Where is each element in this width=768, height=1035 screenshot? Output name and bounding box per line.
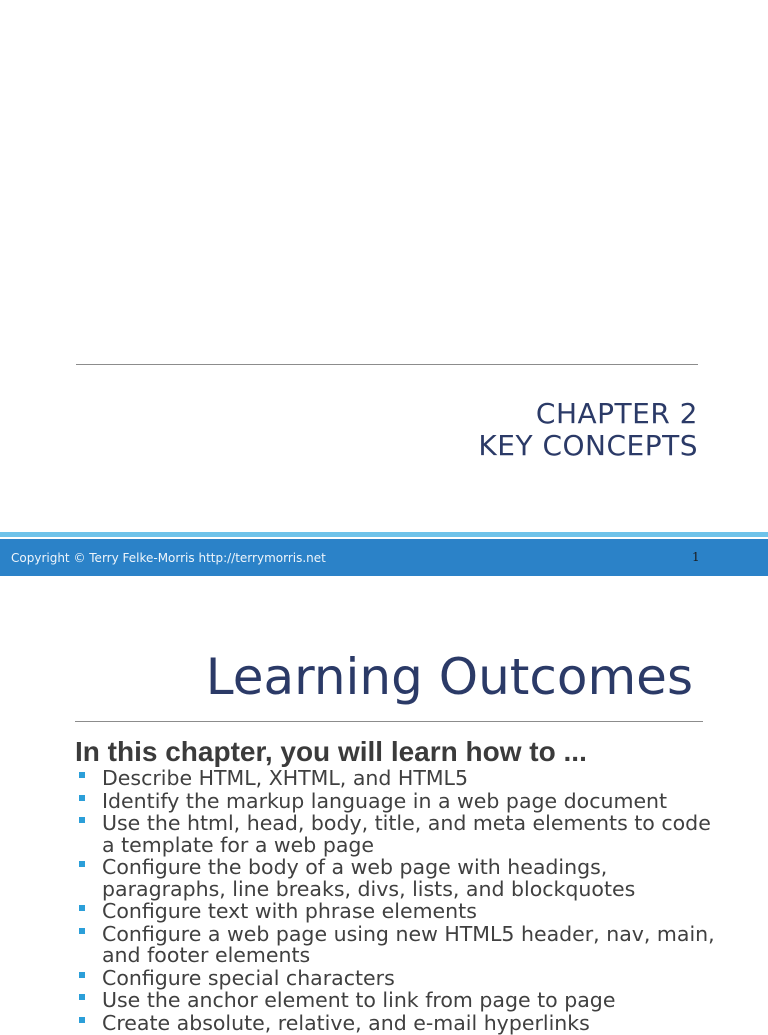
- slide-title-divider: [75, 721, 703, 722]
- outcome-item: [78, 901, 728, 923]
- chapter-title: CHAPTER 2: [535, 397, 698, 430]
- outcome-item: [78, 788, 728, 813]
- square-bullet-icon: [79, 928, 85, 934]
- outcome-item: [78, 857, 728, 900]
- square-bullet-icon: [79, 817, 85, 823]
- copyright-text: Copyright © Terry Felke-Morris http://terrymorris.net: [11, 551, 326, 565]
- outcome-text: Use the anchor element to link from page to page: [102, 988, 616, 1012]
- outcome-item: [78, 990, 728, 1012]
- outcome-text: Configure the body of a web page with headings, paragraphs, line breaks, divs, lists, and blockquotes: [102, 855, 636, 901]
- outcome-text: Identify the markup language in a web page document: [102, 788, 668, 813]
- outcomes-list: [78, 768, 728, 1035]
- outcome-text: Describe HTML, XHTML, and HTML5: [102, 766, 468, 790]
- title-divider: [76, 364, 698, 365]
- square-bullet-icon: [79, 972, 85, 978]
- outcome-item: [78, 813, 728, 856]
- outcome-item: [78, 768, 728, 790]
- intro-heading: In this chapter, you will learn how to ...: [75, 736, 587, 767]
- outcome-item: [78, 965, 728, 990]
- square-bullet-icon: [79, 861, 85, 867]
- outcome-text: Configure special characters: [102, 965, 395, 990]
- square-bullet-icon: [79, 795, 85, 801]
- outcome-item: [78, 1010, 728, 1035]
- outcome-item: [78, 921, 728, 967]
- square-bullet-icon: [79, 905, 85, 911]
- chapter-subtitle: KEY CONCEPTS: [478, 429, 698, 462]
- square-bullet-icon: [79, 994, 85, 1000]
- outcome-text: Configure text with phrase elements: [102, 899, 477, 923]
- page-number: 1: [692, 550, 700, 564]
- outcome-text: Use the html, head, body, title, and meta elements to code a template for a web page: [102, 811, 711, 857]
- outcome-text: Configure a web page using new HTML5 header, nav, main, and footer elements: [102, 921, 715, 967]
- square-bullet-icon: [79, 772, 85, 778]
- square-bullet-icon: [79, 1017, 85, 1023]
- slide-title: Learning Outcomes: [205, 648, 693, 706]
- outcome-text: Create absolute, relative, and e-mail hyperlinks: [102, 1010, 590, 1035]
